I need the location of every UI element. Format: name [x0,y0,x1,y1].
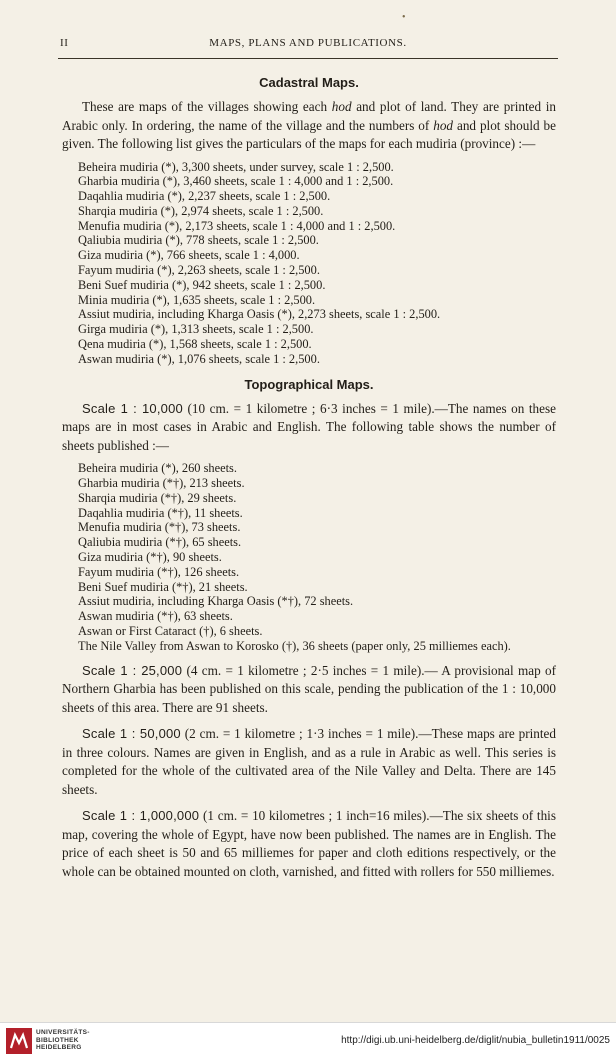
page-body [62,73,556,881]
list-item: Girga mudiria (*), 1,313 sheets, scale 1 : 2,500. [78,322,314,337]
topographical-heading: Topographical Maps. [244,376,374,392]
scale-label: Scale 1 : 25,000 [82,662,183,678]
viewer-footer [0,1022,616,1059]
header-rule [58,58,558,59]
list-item: Fayum mudiria (*), 2,263 sheets, scale 1 : 2,500. [78,263,320,278]
scale-50000-paragraph: Scale 1 : 50,000 (2 cm. = 1 kilometre ; 1·3 inches = 1 mile).—These maps are printed in three colours. Names are given in English, and as a rule in Arabic as well. This series is completed for the whole of the cultivated area of the Nile Valley and Delta. There are 145 sheets. [62,726,556,797]
topographical-list [78,461,556,653]
library-logo-icon [6,1028,32,1054]
list-item: Assiut mudiria, including Kharga Oasis (*), 2,273 sheets, scale 1 : 2,500. [78,307,441,322]
list-item: Sharqia mudiria (*†), 29 sheets. [78,490,237,505]
cadastral-intro: These are maps of the villages showing each hod and plot of land. They are printed in Arabic only. In ordering, the name of the village and the numbers of hod and plot should be given. The following list gives the particulars of the maps for each mudiria (province) :— [62,99,556,151]
list-item: Qaliubia mudiria (*†), 65 sheets. [78,535,242,550]
list-item-nile-valley: The Nile Valley from Aswan to Korosko (†), 36 sheets (paper only, 25 milliemes each). [78,638,511,653]
scale-label: Scale 1 : 10,000 [82,400,183,416]
list-item: Beni Suef mudiria (*), 942 sheets, scale 1 : 2,500. [78,277,326,292]
list-item: Minia mudiria (*), 1,635 sheets, scale 1 : 2,500. [78,292,316,307]
list-item: Qaliubia mudiria (*), 778 sheets, scale 1 : 2,500. [78,233,319,248]
list-item: Daqahlia mudiria (*), 2,237 sheets, scale 1 : 2,500. [78,189,331,204]
running-title: MAPS, PLANS AND PUBLICATIONS. [209,37,407,49]
permalink-url[interactable]: http://digi.ub.uni-heidelberg.de/diglit/nubia_bulletin1911/0025 [341,1035,610,1046]
list-item: Giza mudiria (*†), 90 sheets. [78,549,222,564]
scale-1000000-paragraph: Scale 1 : 1,000,000 (1 cm. = 10 kilometres ; 1 inch=16 miles).—The six sheets of this map, covering the whole of Egypt, have now been published. The names are in English. The price of each sheet is 50 and 65 milliemes for paper and cloth editions respectively, or the whole can be obtained mounted on cloth, varnished, and fitted with rollers for 550 milliemes. [62,808,556,879]
list-item: Qena mudiria (*), 1,568 sheets, scale 1 : 2,500. [78,337,312,352]
running-header [60,37,556,57]
list-item: Beheira mudiria (*), 260 sheets. [78,461,237,476]
list-item: Giza mudiria (*), 766 sheets, scale 1 : 4,000. [78,248,300,263]
library-logo-text: UNIVERSITÄTS- BIBLIOTHEK HEIDELBERG [36,1029,90,1051]
cadastral-heading: Cadastral Maps. [259,75,359,90]
scale-10000-paragraph: Scale 1 : 10,000 (10 cm. = 1 kilometre ; 6·3 inches = 1 mile).—The names on these maps are in most cases in Arabic and English. The following table shows the number of sheets published :— [62,400,556,453]
scale-label: Scale 1 : 50,000 [82,726,181,742]
list-item: Menufia mudiria (*†), 73 sheets. [78,520,241,535]
list-item: Aswan mudiria (*†), 63 sheets. [78,609,233,624]
list-item: Assiut mudiria, including Kharga Oasis (*†), 72 sheets. [78,594,354,609]
list-item: Gharbia mudiria (*), 3,460 sheets, scale 1 : 4,000 and 1 : 2,500. [78,174,394,189]
list-item: Fayum mudiria (*†), 126 sheets. [78,564,240,579]
list-item: Daqahlia mudiria (*†), 11 sheets. [78,505,243,520]
list-item: Beni Suef mudiria (*†), 21 sheets. [78,579,248,594]
list-item: Aswan mudiria (*), 1,076 sheets, scale 1 : 2,500. [78,351,320,366]
list-item: Menufia mudiria (*), 2,173 sheets, scale 1 : 4,000 and 1 : 2,500. [78,218,396,233]
list-item: Sharqia mudiria (*), 2,974 sheets, scale 1 : 2,500. [78,203,324,218]
cadastral-list [78,160,556,367]
scale-25000-paragraph: Scale 1 : 25,000 (4 cm. = 1 kilometre ; 2·5 inches = 1 mile).— A provisional map of Northern Gharbia has been published on this scale, pending the publication of the 1 : 10,000 sheets of this area. There are 91 sheets. [62,662,556,715]
scale-label: Scale 1 : 1,000,000 [82,808,200,824]
list-item: Aswan or First Cataract (†), 6 sheets. [78,623,263,638]
page-number: II [60,37,69,49]
list-item: Beheira mudiria (*), 3,300 sheets, under survey, scale 1 : 2,500. [78,159,394,174]
corner-mark: • [402,12,406,23]
list-item: Gharbia mudiria (*†), 213 sheets. [78,475,245,490]
